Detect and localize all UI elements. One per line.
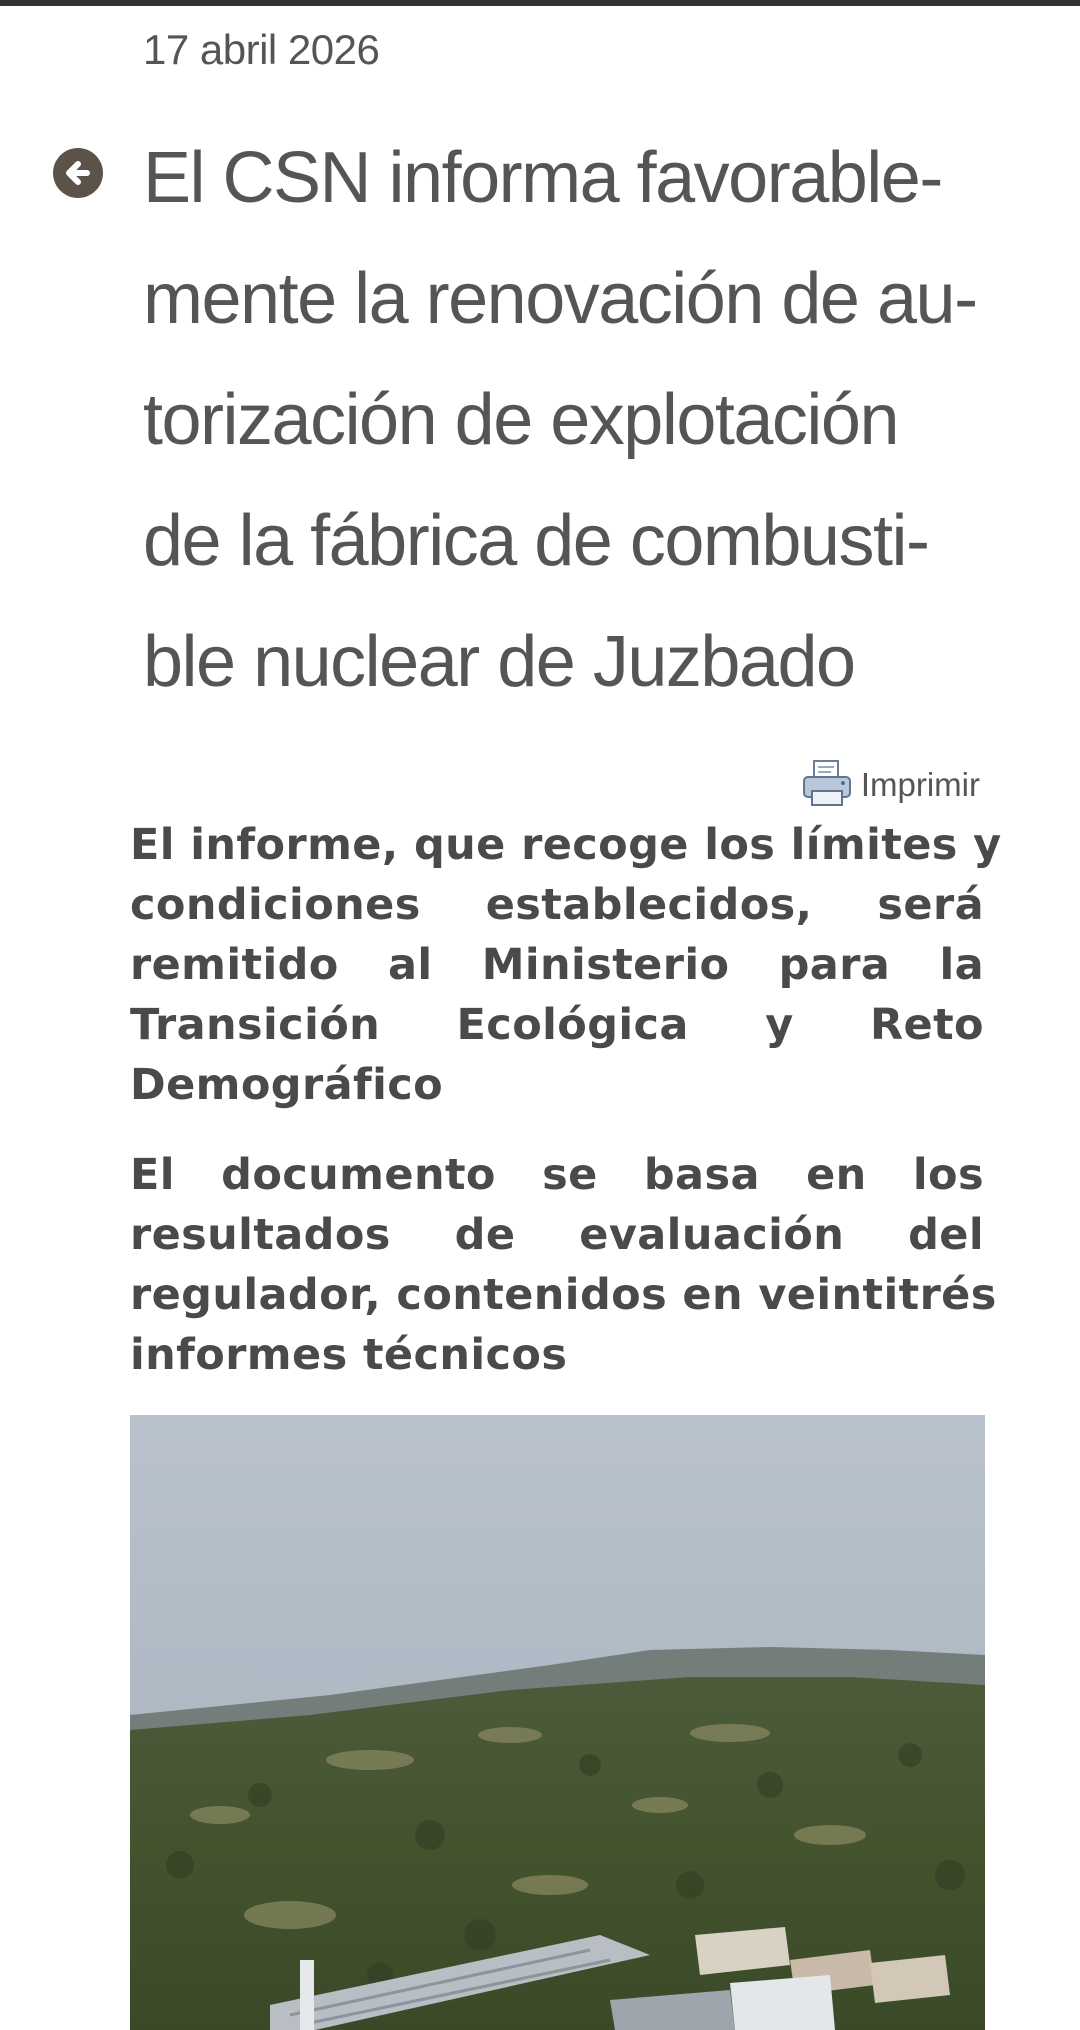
title-line: ble nuclear de Juzbado bbox=[143, 622, 855, 702]
arrow-left-circle-icon bbox=[53, 148, 103, 198]
subheading-line: Transición Ecológica y Reto bbox=[130, 1000, 984, 1050]
subheading-line: Demográfico bbox=[130, 1060, 444, 1110]
title-line: de la fábrica de combusti- bbox=[143, 501, 929, 581]
subheading-line: informes técnicos bbox=[130, 1330, 568, 1380]
title-line: mente la renovación de au- bbox=[143, 259, 977, 339]
printer-icon bbox=[801, 759, 853, 812]
subheading-line: resultados de evaluación del bbox=[130, 1210, 984, 1260]
subheading bbox=[130, 1145, 997, 1385]
article-photo bbox=[130, 1415, 985, 2030]
subheading bbox=[130, 815, 1002, 1115]
subheading-line: regulador, contenidos en veintitrés bbox=[130, 1270, 997, 1320]
print-link[interactable] bbox=[801, 760, 980, 810]
subheading-line: remitido al Ministerio para la bbox=[130, 940, 984, 990]
title-line: El CSN informa favorable- bbox=[143, 138, 942, 218]
back-button[interactable] bbox=[53, 148, 103, 198]
title-line: torización de explotación bbox=[143, 380, 898, 460]
top-bar bbox=[0, 0, 1080, 6]
subheading-line: El documento se basa en los bbox=[130, 1150, 984, 1200]
subheading-line: El informe, que recoge los límites y bbox=[130, 820, 1002, 870]
article-date: 17 abril 2026 bbox=[143, 26, 380, 73]
print-label: Imprimir bbox=[860, 766, 980, 803]
subheading-line: condiciones establecidos, será bbox=[130, 880, 984, 930]
article-title bbox=[143, 118, 1023, 723]
